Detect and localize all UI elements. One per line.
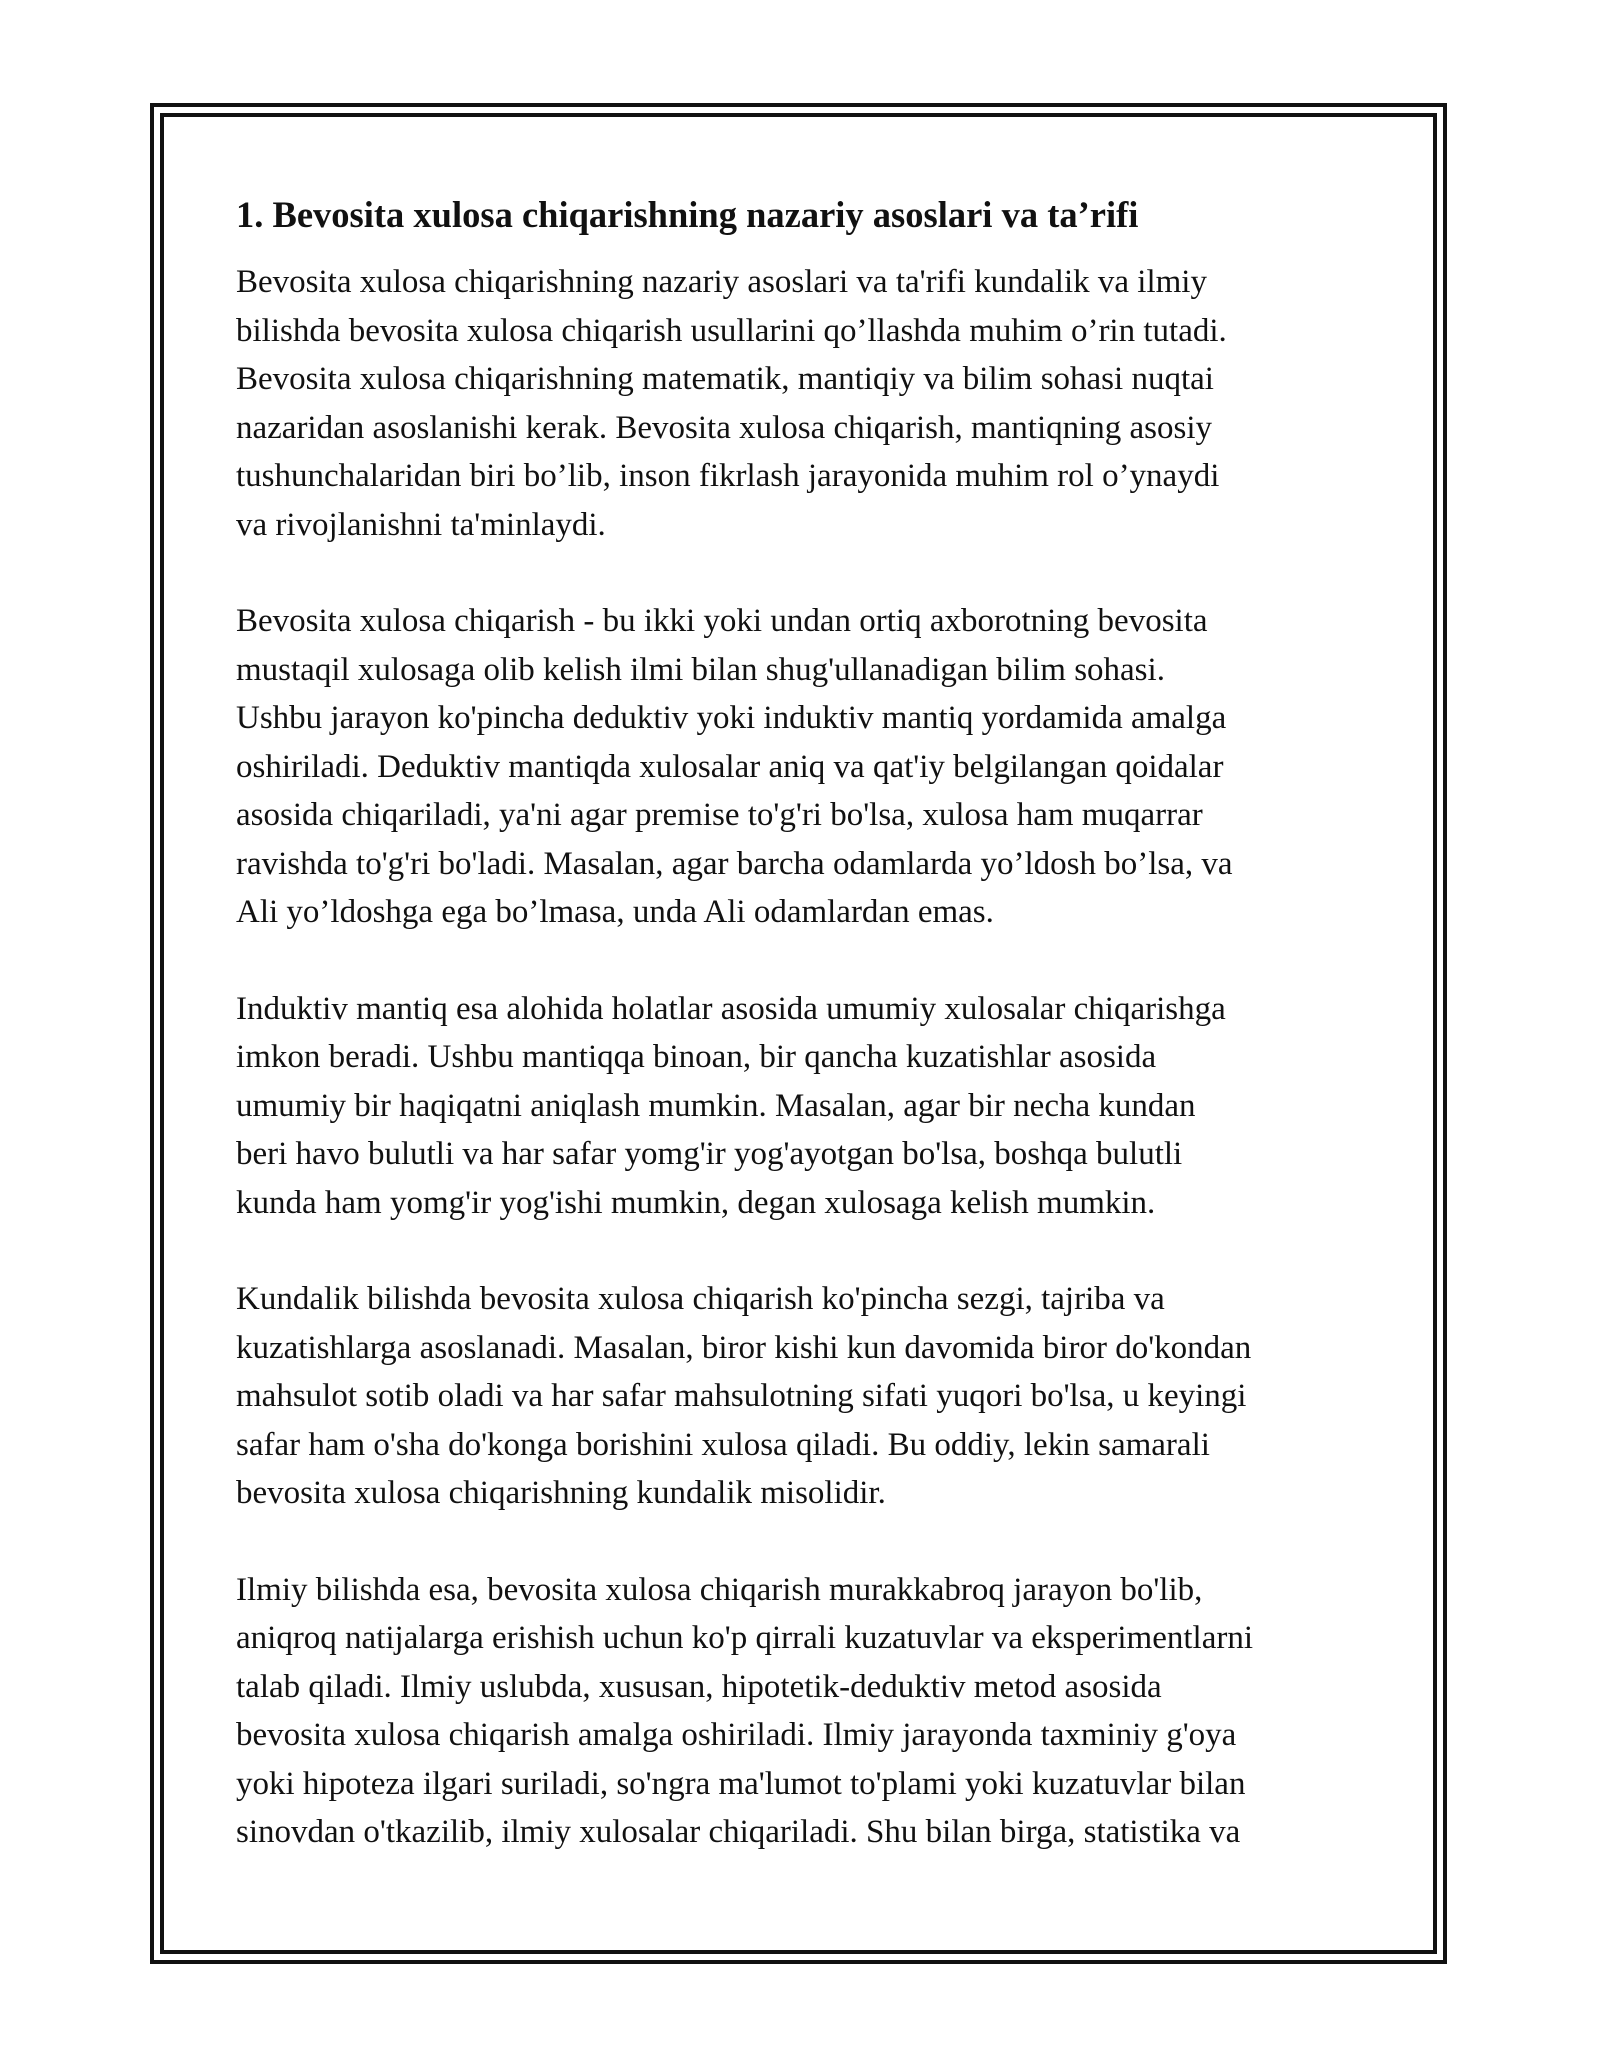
- paragraph-line: beri havo bulutli va har safar yomg'ir yog'ayotgan bo'lsa, boshqa bulutli: [236, 1136, 1183, 1172]
- document-body: [236, 186, 1396, 1905]
- paragraph-line: bevosita xulosa chiqarishning kundalik misolidir.: [236, 1475, 886, 1511]
- paragraph: [236, 258, 1396, 549]
- paragraph: [236, 1566, 1396, 1857]
- paragraph-line: Kundalik bilishda bevosita xulosa chiqarish ko'pincha sezgi, tajriba va: [236, 1281, 1165, 1317]
- paragraph-line: sinovdan o'tkazilib, ilmiy xulosalar chiqariladi. Shu bilan birga, statistika va: [236, 1814, 1241, 1850]
- paragraph-line: aniqroq natijalarga erishish uchun ko'p qirrali kuzatuvlar va eksperimentlarni: [236, 1620, 1254, 1656]
- paragraph-line: Ushbu jarayon ko'pincha deduktiv yoki induktiv mantiq yordamida amalga: [236, 700, 1227, 736]
- paragraph-line: tushunchalaridan biri bo’lib, inson fikrlash jarayonida muhim rol o’ynaydi: [236, 458, 1220, 494]
- paragraph-line: asosida chiqariladi, ya'ni agar premise to'g'ri bo'lsa, xulosa ham muqarrar: [236, 797, 1203, 833]
- paragraph-line: Bevosita xulosa chiqarishning matematik, mantiqiy va bilim sohasi nuqtai: [236, 361, 1214, 397]
- paragraph-line: Bevosita xulosa chiqarish - bu ikki yoki undan ortiq axborotning bevosita: [236, 603, 1208, 639]
- paragraph: [236, 985, 1396, 1228]
- paragraph-line: bilishda bevosita xulosa chiqarish usullarini qo’llashda muhim o’rin tutadi.: [236, 312, 1227, 349]
- paragraph: [236, 597, 1396, 937]
- paragraph-line: va rivojlanishni ta'minlaydi.: [236, 506, 606, 543]
- paragraph-line: mahsulot sotib oladi va har safar mahsulotning sifati yuqori bo'lsa, u keyingi: [236, 1378, 1247, 1414]
- paragraph-line: Induktiv mantiq esa alohida holatlar asosida umumiy xulosalar chiqarishga: [236, 990, 1226, 1027]
- paragraph-line: Bevosita xulosa chiqarishning nazariy asoslari va ta'rifi kundalik va ilmiy: [236, 264, 1207, 300]
- paragraph-line: talab qiladi. Ilmiy uslubda, xususan, hipotetik-deduktiv metod asosida: [236, 1668, 1162, 1705]
- paragraph-line: mustaqil xulosaga olib kelish ilmi bilan shug'ullanadigan bilim sohasi.: [236, 651, 1165, 688]
- paragraph-line: safar ham o'sha do'konga borishini xulosa qiladi. Bu oddiy, lekin samarali: [236, 1426, 1210, 1463]
- paragraph-line: ravishda to'g'ri bo'ladi. Masalan, agar barcha odamlarda yo’ldosh bo’lsa, va: [236, 845, 1233, 882]
- paragraph-line: kunda ham yomg'ir yog'ishi mumkin, degan xulosaga kelish mumkin.: [236, 1184, 1156, 1221]
- paragraph-line: Ali yo’ldoshga ega bo’lmasa, unda Ali odamlardan emas.: [236, 894, 994, 930]
- paragraph-line: umumiy bir haqiqatni aniqlash mumkin. Masalan, agar bir necha kundan: [236, 1087, 1196, 1124]
- paragraph-list: [236, 258, 1396, 1857]
- paragraph-line: bevosita xulosa chiqarish amalga oshiriladi. Ilmiy jarayonda taxminiy g'oya: [236, 1717, 1237, 1753]
- paragraph-line: oshiriladi. Deduktiv mantiqda xulosalar aniq va qat'iy belgilangan qoidalar: [236, 748, 1224, 785]
- paragraph-line: imkon beradi. Ushbu mantiqqa binoan, bir qancha kuzatishlar asosida: [236, 1039, 1157, 1075]
- section-heading: 1. Bevosita xulosa chiqarishning nazariy asoslari va ta’rifi: [236, 194, 1139, 235]
- paragraph-line: Ilmiy bilishda esa, bevosita xulosa chiqarish murakkabroq jarayon bo'lib,: [236, 1571, 1203, 1608]
- paragraph-line: kuzatishlarga asoslanadi. Masalan, biror kishi kun davomida biror do'kondan: [236, 1329, 1252, 1366]
- paragraph-line: yoki hipoteza ilgari suriladi, so'ngra ma'lumot to'plami yoki kuzatuvlar bilan: [236, 1765, 1246, 1802]
- paragraph: [236, 1275, 1396, 1518]
- paragraph-line: nazaridan asoslanishi kerak. Bevosita xulosa chiqarish, mantiqning asosiy: [236, 409, 1213, 446]
